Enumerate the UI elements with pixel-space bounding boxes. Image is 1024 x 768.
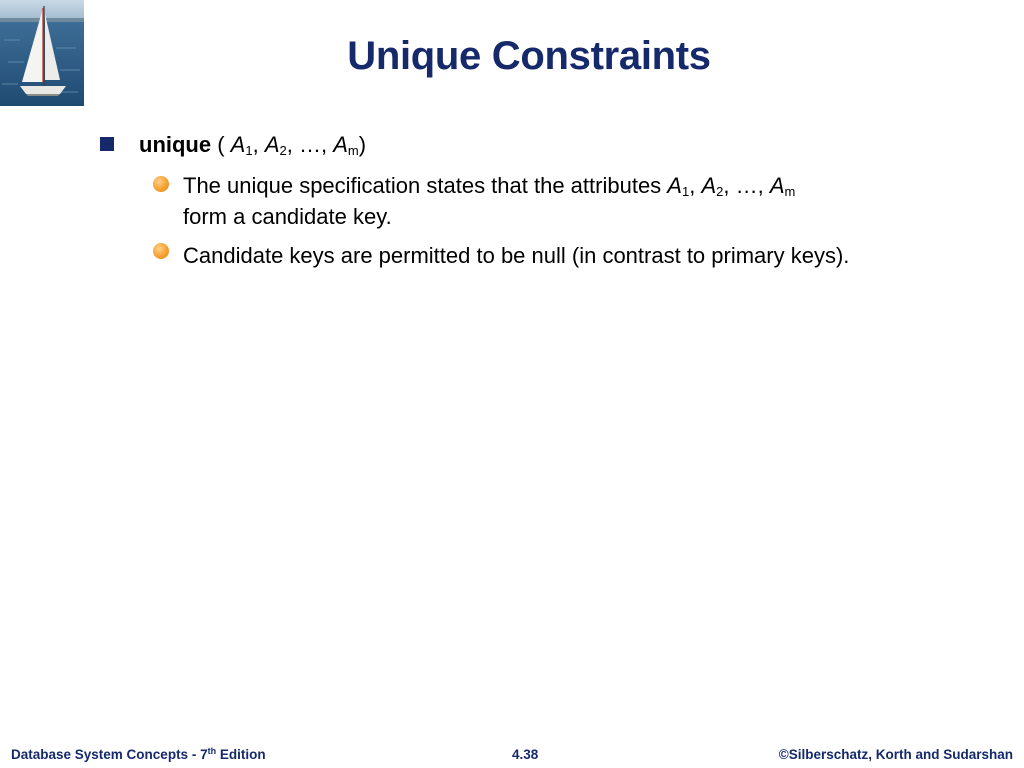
separator-1: ,: [252, 132, 265, 157]
unique-keyword: unique: [139, 132, 212, 157]
item1-sub-2: 2: [716, 184, 724, 199]
item1-separator-2: , …,: [723, 173, 770, 198]
item1-text: The unique specification states that the attributes: [183, 173, 668, 198]
orange-dot-bullet-icon: [153, 176, 169, 192]
close-paren: ): [358, 132, 367, 157]
item1-separator-1: ,: [689, 173, 702, 198]
bullet-level2-item2: [183, 240, 863, 271]
item1-attr-am: A: [769, 173, 785, 198]
attr-a2: A: [264, 132, 280, 157]
footer-left-sup: th: [207, 746, 217, 756]
page-title: Unique Constraints: [347, 34, 711, 78]
footer-slide-number: 4.38: [512, 747, 539, 762]
orange-dot-bullet-icon: [153, 243, 169, 259]
bullet-level1-unique: [139, 130, 366, 160]
attr-a1: A: [230, 132, 246, 157]
square-bullet-icon: [100, 137, 114, 151]
slide-footer: [0, 747, 1024, 765]
item1-tail: form a candidate key.: [183, 204, 392, 229]
attr-am: A: [333, 132, 348, 157]
separator-2: , …,: [286, 132, 334, 157]
item1-attr-a1: A: [667, 173, 682, 198]
sub-2: 2: [279, 143, 287, 158]
footer-left-text: Database System Concepts - 7: [11, 747, 208, 762]
item1-attr-a2: A: [701, 173, 717, 198]
open-paren: (: [211, 132, 231, 157]
bullet-level2-item1: [183, 170, 873, 232]
footer-left-tail: Edition: [216, 747, 266, 762]
item1-sub-m: m: [784, 184, 796, 199]
sub-m: m: [347, 143, 359, 158]
footer-copyright: ©Silberschatz, Korth and Sudarshan: [778, 747, 1013, 762]
sub-1: 1: [245, 143, 253, 158]
item2-text: Candidate keys are permitted to be null (in contrast to primary keys).: [183, 243, 850, 268]
footer-book-title: [11, 747, 266, 762]
item1-sub-1: 1: [681, 184, 690, 199]
